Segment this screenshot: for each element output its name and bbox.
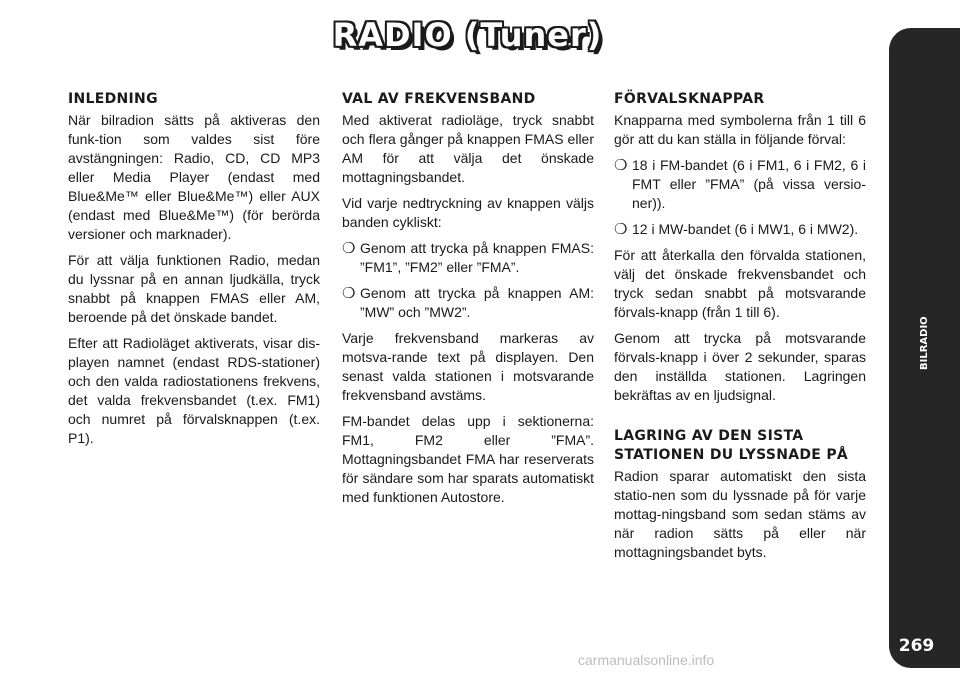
paragraph: Efter att Radioläget aktiverats, visar dis-playen namnet (endast RDS-stationer) och den valda radiostationens frekvens, det valda frekvensbandet (t.ex. FM1) och numret på förvalsknappen (t.ex. P1). [68,335,320,446]
paragraph: Genom att trycka på motsvarande förvals-knapp i över 2 sekunder, sparas den inställda stationen. Lagringen bekräftas av en ljudsignal. [614,330,866,403]
section-heading-introduction: INLEDNING [68,91,158,107]
paragraph: Radion sparar automatiskt den sista statio-nen som du lyssnade på för varje mottag-ningsband som sedan stäms av när radion sätts på eller när mottagningsbandet byts. [614,468,866,560]
page-title: RADIO (Tuner) [332,16,603,54]
paragraph: Knapparna med symbolerna från 1 till 6 gör att du kan ställa in följande förval: [614,112,866,147]
list-item-text: Genom att trycka på knappen AM: ”MW” och ”MW2”. [360,285,594,320]
bullet-circle-icon: ❍ [614,157,628,174]
paragraph: För att välja funktionen Radio, medan du lyssnar på en annan ljudkälla, tryck snabbt på knappen FMAS eller AM, beroende på det önskade bandet. [68,252,320,325]
list-item-text: 18 i FM-bandet (6 i FM1, 6 i FM2, 6 i FMT eller ”FMA” (på vissa versio-ner)). [632,157,866,211]
list-item [614,156,866,213]
column-introduction [68,90,320,455]
paragraph: Vid varje nedtryckning av knappen väljs banden cykliskt: [342,195,594,230]
section-heading-band-selection: VAL AV FREKVENSBAND [342,91,536,107]
watermark: carmanualsonline.info [578,652,715,668]
list-item [342,284,594,322]
column-band-selection [342,90,594,514]
list-item-text: Genom att trycka på knappen FMAS: ”FM1”, ”FM2” eller ”FMA”. [360,240,594,275]
list-item [342,239,594,277]
bullet-circle-icon: ❍ [614,221,628,238]
paragraph: FM-bandet delas upp i sektionerna: FM1, FM2 eller ”FMA”. Mottagningsbandet FMA har reserverats för sändare som har sparats automatiskt med funktionen Autostore. [342,413,594,505]
paragraph: Med aktiverat radioläge, tryck snabbt och flera gånger på knappen FMAS eller AM för att välja det önskade mottagningsbandet. [342,112,594,185]
list-item-text: 12 i MW-bandet (6 i MW1, 6 i MW2). [632,221,859,237]
bullet-circle-icon: ❍ [342,240,356,257]
section-heading-preset-buttons: FÖRVALSKNAPPAR [614,91,765,107]
chapter-tab-label: BILRADIO [919,316,930,370]
bullet-circle-icon: ❍ [342,285,356,302]
paragraph: När bilradion sätts på aktiveras den funk-tion som valdes sist före avstängningen: Radio, CD, CD MP3 eller Media Player (endast med Blue&Me™ eller Blue&Me™) eller AUX (endast med Blue&Me™) (för berörda versioner och marknader). [68,112,320,242]
column-preset-buttons [614,90,866,569]
page-number: 269 [898,636,935,656]
paragraph: Varje frekvensband markeras av motsva-rande text på displayen. Den senast valda stationen i motsvarande frekvensband avstäms. [342,330,594,403]
paragraph: För att återkalla den förvalda stationen, välj det önskade frekvensbandet och tryck sedan snabbt på motsvarande förvals-knapp (från 1 till 6). [614,247,866,320]
list-item [614,220,866,239]
section-heading-last-station: LAGRING AV DEN SISTA STATIONEN DU LYSSNADE PÅ [614,428,849,463]
